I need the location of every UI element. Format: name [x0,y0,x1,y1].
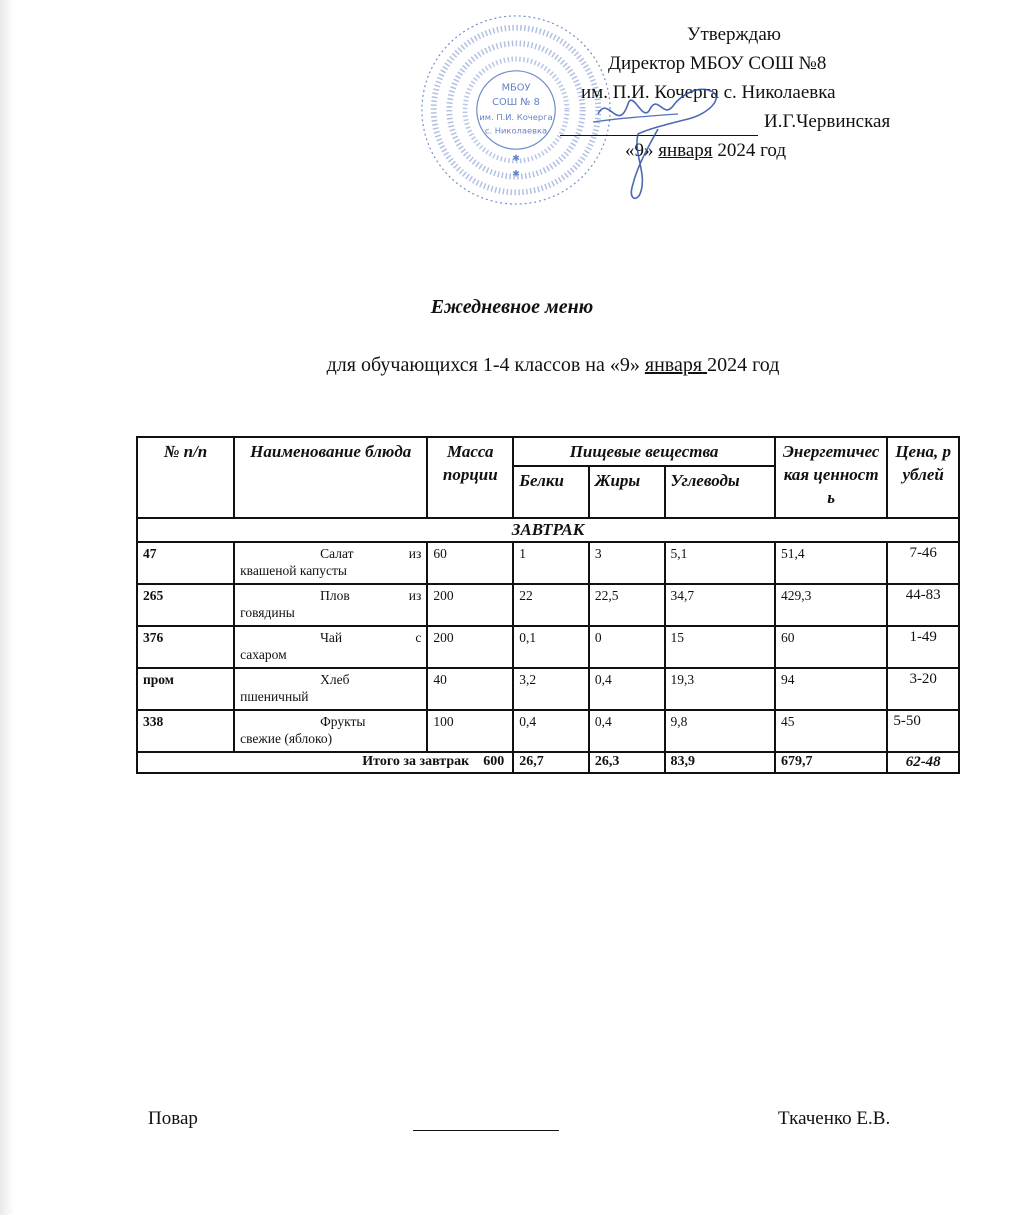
cell-carbs: 9,8 [665,710,775,752]
cell-price: 7-46 [887,542,959,584]
cell-energy: 45 [775,710,887,752]
total-protein: 26,7 [513,752,589,773]
subtitle-prefix: для обучающихся 1-4 классов на «9» [326,354,640,376]
table-row [137,668,959,710]
total-mass: 600 [483,754,505,769]
header-mass: Масса порции [427,437,513,518]
cell-price: 3-20 [887,668,959,710]
cell-fat: 0 [589,626,665,668]
menu-table [136,436,960,774]
cell-energy: 429,3 [775,584,887,626]
cell-code: пром [137,668,234,710]
cell-carbs: 34,7 [665,584,775,626]
cell-mass: 200 [427,626,513,668]
approval-date-month: января [658,140,713,161]
total-price: 62-48 [887,752,959,773]
header-num: № п/п [137,437,234,518]
total-fat: 26,3 [589,752,665,773]
cell-price: 1-49 [887,626,959,668]
approval-date-year: 2024 год [717,140,787,161]
approval-heading: Утверждаю [687,24,781,45]
header-fat: Жиры [589,466,665,518]
cell-name: Фрукты свежие (яблоко) [234,710,427,752]
cell-carbs: 15 [665,626,775,668]
stamp-star-icon: ✱ [512,152,520,163]
subtitle-year: 2024 год [707,354,780,376]
header-carbs: Углеводы [665,466,775,518]
cell-protein: 0,4 [513,710,589,752]
director-signature [588,74,728,202]
cell-fat: 3 [589,542,665,584]
cell-mass: 40 [427,668,513,710]
cell-mass: 100 [427,710,513,752]
cell-code: 47 [137,542,234,584]
cell-name: Чай с сахаром [234,626,427,668]
cell-fat: 0,4 [589,710,665,752]
cell-code: 338 [137,710,234,752]
cell-code: 376 [137,626,234,668]
header-price: Цена, рублей [887,437,959,518]
cell-carbs: 5,1 [665,542,775,584]
cell-protein: 3,2 [513,668,589,710]
stamp-line-2: СОШ № 8 [492,97,540,109]
cell-mass: 200 [427,584,513,626]
section-breakfast: ЗАВТРАК [137,518,959,542]
cell-name: Салат из квашеной капусты [234,542,427,584]
header-nutrients: Пищевые вещества [513,437,775,466]
stamp-line-3: им. П.И. Кочерга [479,111,553,122]
total-label: Итого за завтрак [362,754,470,769]
table-row [137,542,959,584]
stamp-line-1: МБОУ [501,82,531,94]
total-energy: 679,7 [775,752,887,773]
subtitle-month: января [644,354,703,376]
header-energy: Энергетическая ценность [775,437,887,518]
cook-signature-line [413,1130,559,1131]
approval-date-day: «9» [625,140,654,161]
cell-protein: 1 [513,542,589,584]
cell-name: Плов из говядины [234,584,427,626]
cell-energy: 51,4 [775,542,887,584]
approval-signer: И.Г.Червинская [764,111,891,132]
cell-mass: 60 [427,542,513,584]
cell-price: 5-50 [887,710,959,752]
header-name: Наименование блюда [234,437,427,518]
stamp-star-icon: ✱ [512,168,520,179]
cell-energy: 60 [775,626,887,668]
cell-price: 44-83 [887,584,959,626]
total-row [137,752,959,773]
table-row [137,710,959,752]
table-row [137,626,959,668]
stamp-line-4: с. Николаевка [484,125,548,136]
cell-protein: 0,1 [513,626,589,668]
cell-name: Хлеб пшеничный [234,668,427,710]
table-row [137,584,959,626]
document-title: Ежедневное меню [430,296,594,318]
header-protein: Белки [513,466,589,518]
footer-name: Ткаченко Е.В. [778,1108,891,1129]
cell-energy: 94 [775,668,887,710]
approval-school: им. П.И. Кочерга с. Николаевка [581,82,836,103]
cell-fat: 22,5 [589,584,665,626]
cell-fat: 0,4 [589,668,665,710]
footer-role: Повар [148,1108,198,1129]
cell-protein: 22 [513,584,589,626]
total-label-cell [137,752,513,773]
document-subtitle [0,354,1024,377]
cell-code: 265 [137,584,234,626]
total-carbs: 83,9 [665,752,775,773]
page-edge-shadow [0,0,14,1215]
cell-carbs: 19,3 [665,668,775,710]
approval-position: Директор МБОУ СОШ №8 [608,53,827,74]
